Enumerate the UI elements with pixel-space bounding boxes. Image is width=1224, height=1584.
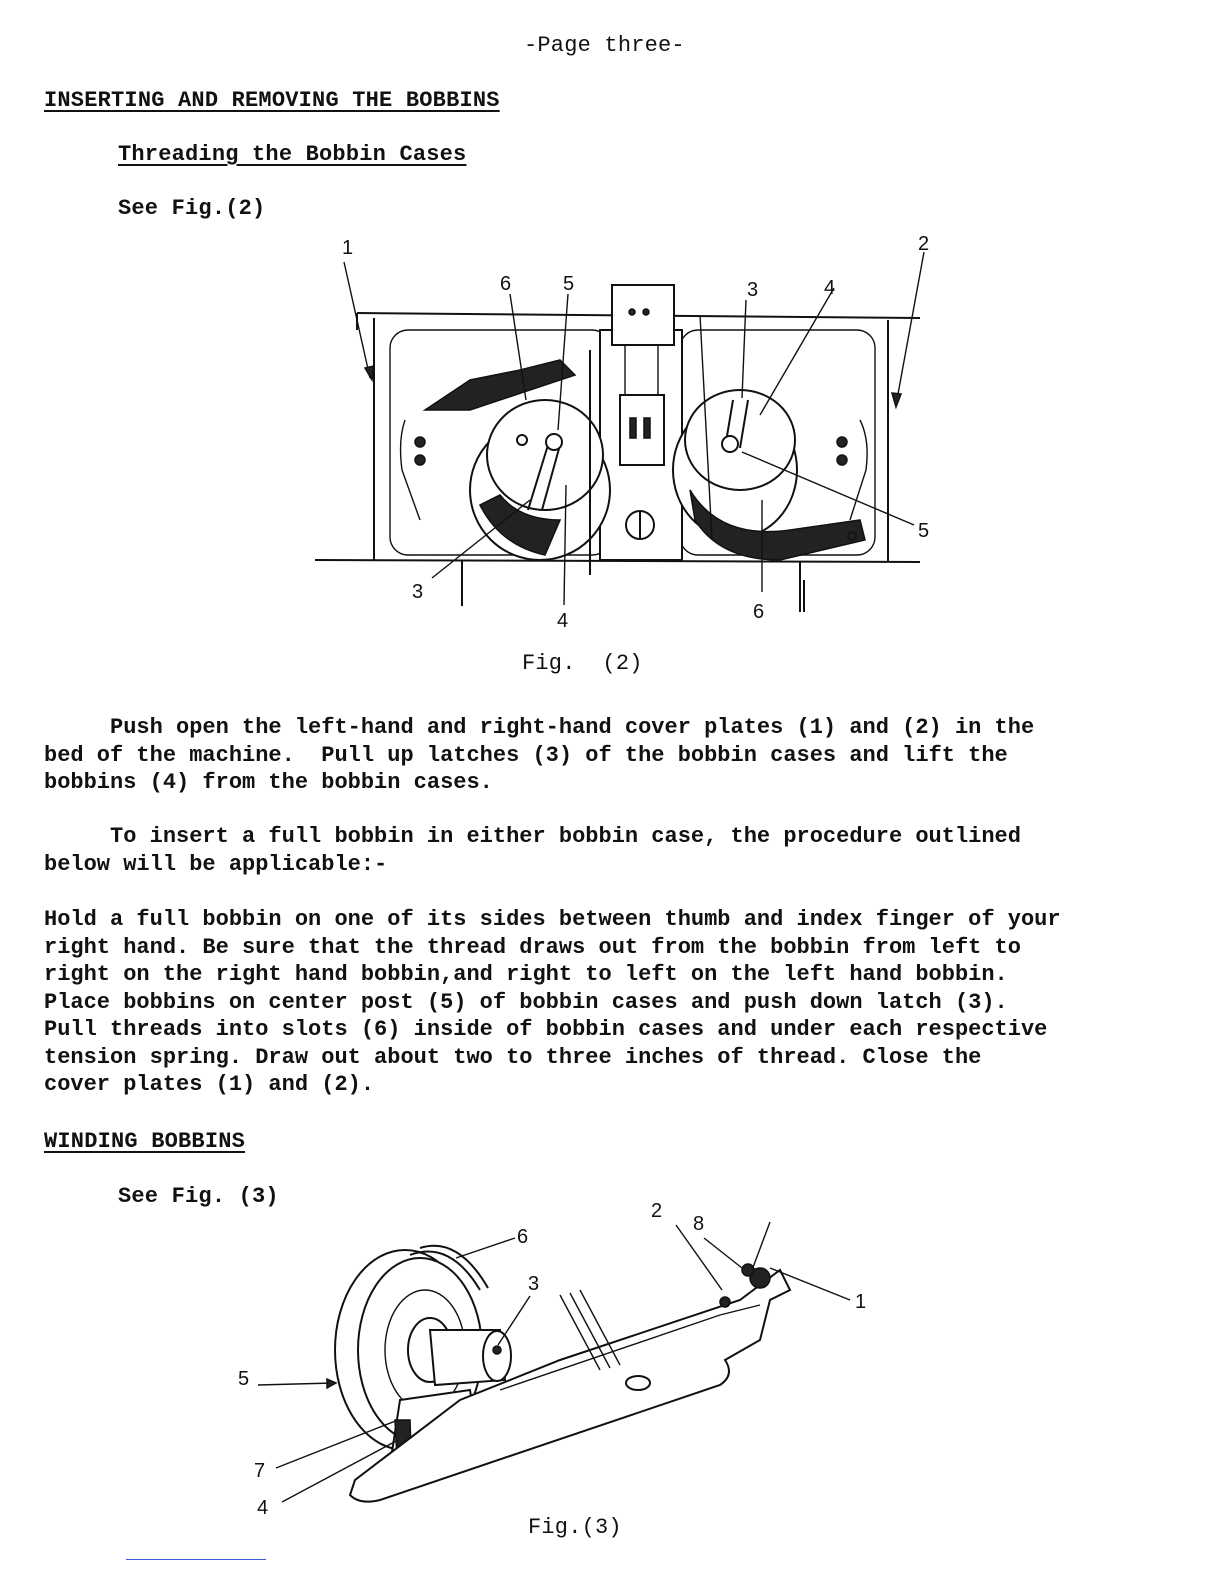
paragraph-line: bed of the machine. Pull up latches (3) of the bobbin cases and lift the [44, 742, 1008, 768]
paragraph-line: Push open the left-hand and right-hand cover plates (1) and (2) in the [44, 715, 1035, 740]
see-fig-3: See Fig. (3) [118, 1184, 279, 1209]
paragraph-line: cover plates (1) and (2). [44, 1072, 375, 1097]
fig2-label-2: 2 [918, 233, 930, 255]
fig2-label-3-top: 3 [747, 279, 759, 301]
fig2-label-6-bottom: 6 [753, 601, 765, 623]
fig3-label-6: 6 [517, 1226, 529, 1248]
paragraph-line: Place bobbins on center post (5) of bobbin cases and push down latch (3). [44, 989, 1008, 1015]
fig2-label-1: 1 [342, 237, 354, 259]
fig2-label-4-top: 4 [824, 277, 836, 299]
fig3-label-8: 8 [693, 1213, 705, 1235]
paragraph-line: Hold a full bobbin on one of its sides between thumb and index finger of your [44, 907, 1061, 932]
fig3-label-1: 1 [855, 1291, 867, 1313]
fig-2-caption: Fig. (2) [522, 651, 643, 676]
paragraph-line: bobbins (4) from the bobbin cases. [44, 770, 493, 795]
fig2-label-4-bottom: 4 [557, 610, 569, 632]
fig3-label-5: 5 [238, 1368, 250, 1390]
see-fig-2: See Fig.(2) [118, 196, 266, 221]
paragraph-line: below will be applicable:- [44, 851, 388, 877]
paragraph-line: To insert a full bobbin in either bobbin case, the procedure outlined [44, 824, 1021, 849]
fig2-label-6-top: 6 [500, 273, 512, 295]
fig3-label-7: 7 [254, 1460, 266, 1482]
subheading-threading: Threading the Bobbin Cases [118, 142, 467, 167]
fig2-label-5-top: 5 [563, 273, 575, 295]
page-header: -Page three- [524, 33, 685, 58]
section-heading-inserting: INSERTING AND REMOVING THE BOBBINS [44, 88, 500, 113]
paragraph-line: right hand. Be sure that the thread draws out from the bobbin from left to [44, 934, 1021, 960]
fig3-label-2: 2 [651, 1200, 663, 1222]
paragraph-line: tension spring. Draw out about two to three inches of thread. Close the [44, 1044, 982, 1070]
fig-3-caption: Fig.(3) [528, 1515, 622, 1540]
fig3-label-4: 4 [257, 1497, 269, 1519]
fig3-label-3: 3 [528, 1273, 540, 1295]
fig2-label-5-right: 5 [918, 520, 930, 542]
bottom-rule [126, 1559, 266, 1560]
paragraph-line: Pull threads into slots (6) inside of bobbin cases and under each respective [44, 1017, 1048, 1042]
paragraph-line: right on the right hand bobbin,and right to left on the left hand bobbin. [44, 962, 1008, 987]
fig2-label-3-bottom: 3 [412, 581, 424, 603]
section-heading-winding: WINDING BOBBINS [44, 1129, 246, 1154]
